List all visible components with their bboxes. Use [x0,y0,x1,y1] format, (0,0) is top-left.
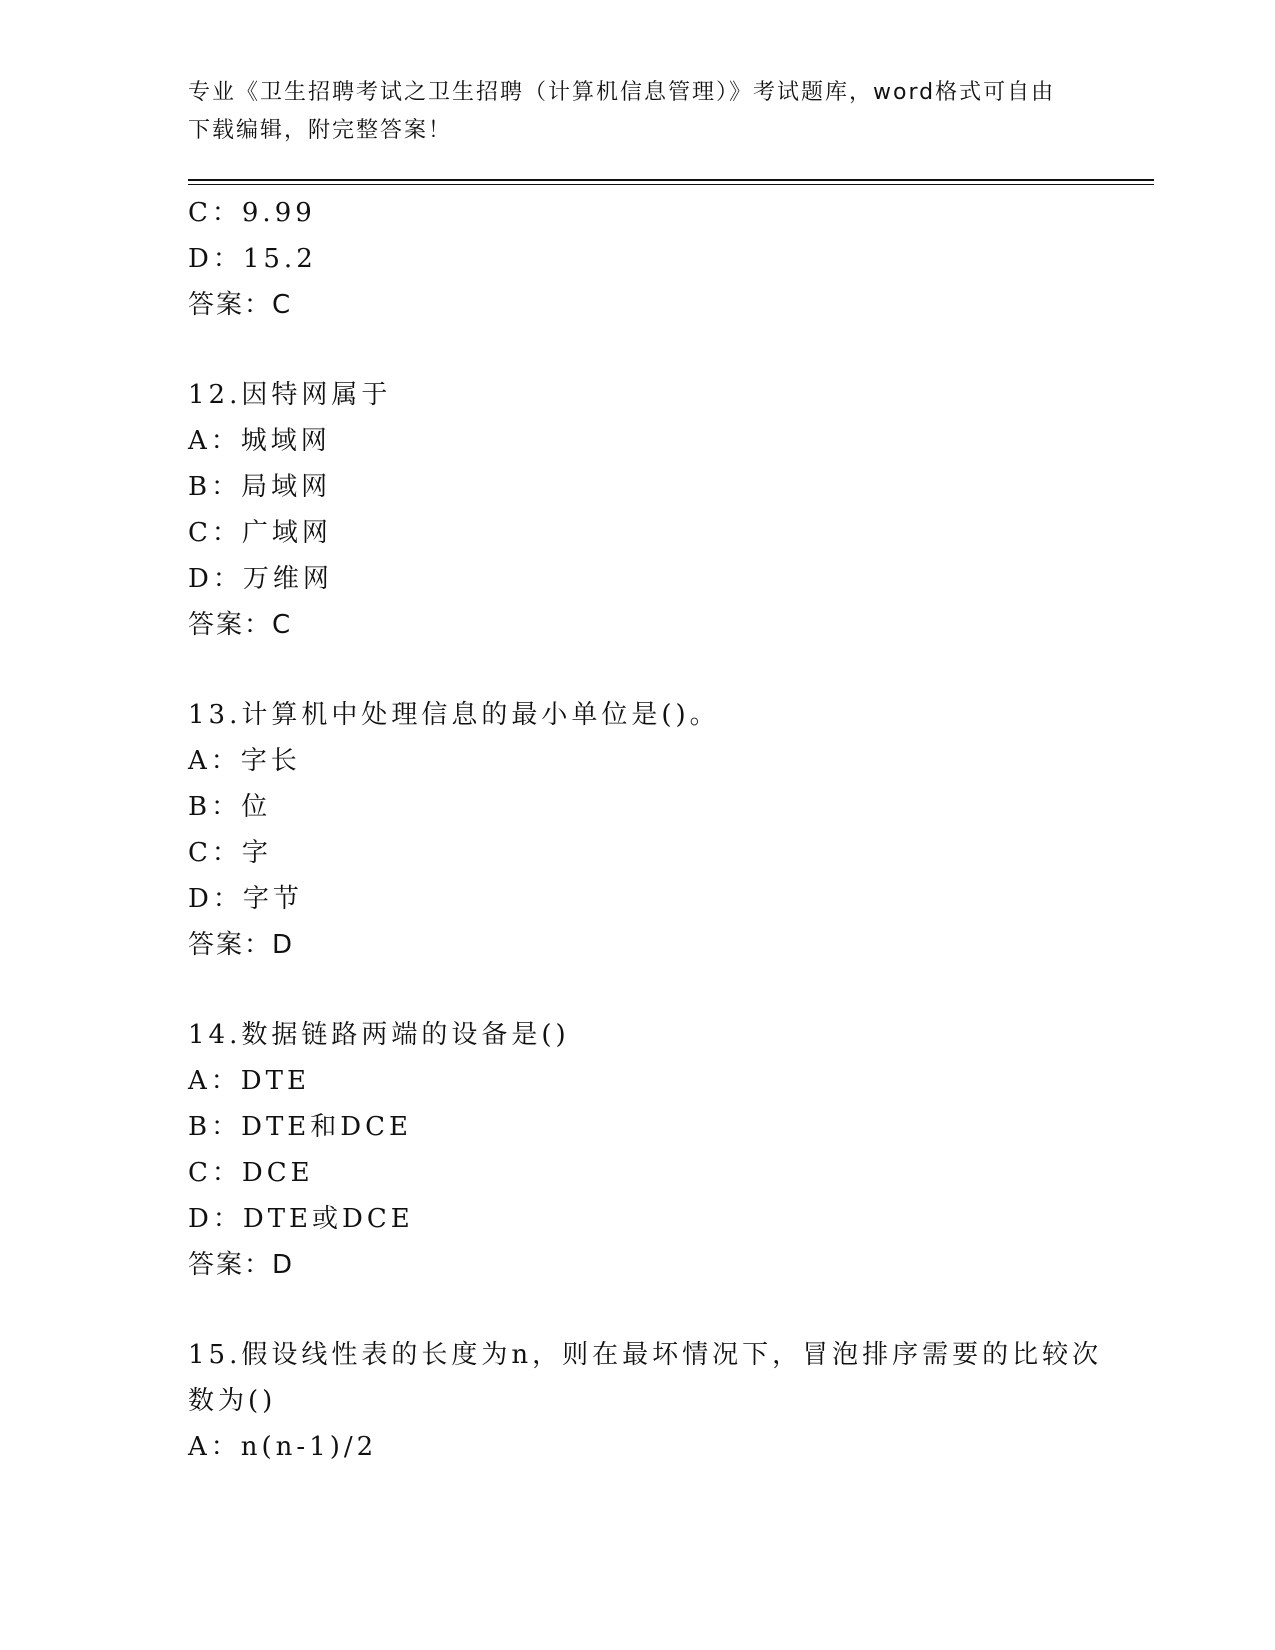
option-d: D：DTE或DCE [188,1204,414,1234]
answer-line: 答案：C [188,610,293,640]
header-rule-thin [188,184,1154,185]
question-list [188,190,1103,1470]
question-block-14 [188,1012,1078,1288]
question-text-line-1: 15.假设线性表的长度为n，则在最坏情况下，冒泡排序需要的比较次 [188,1340,1103,1370]
header-rule-thick [188,179,1154,181]
option-a: A：城域网 [188,426,331,456]
option-b: B：局域网 [188,472,332,502]
question-text: 12.因特网属于 [188,380,392,410]
option-a: A：DTE [188,1066,310,1096]
answer-line: 答案：C [188,290,293,320]
option-c: C：DCE [188,1158,314,1188]
answer-line: 答案：D [188,1250,295,1280]
option-d: D：15.2 [188,244,317,274]
option-c: C：9.99 [188,198,316,228]
option-b: B：DTE和DCE [188,1112,412,1142]
question-text: 14.数据链路两端的设备是() [188,1020,570,1050]
option-b: B：位 [188,792,272,822]
question-text-line-2: 数为() [188,1386,277,1416]
spacer [188,1288,1078,1332]
option-d: D：万维网 [188,564,333,594]
spacer [188,328,1078,372]
question-block-15 [188,1332,1103,1470]
option-a: A：字长 [188,746,301,776]
option-c: C：字 [188,838,272,868]
question-block-12 [188,372,1078,648]
option-a: A：n(n-1)/2 [188,1432,378,1462]
question-block-13 [188,692,1078,968]
spacer [188,648,1078,692]
spacer [188,968,1078,1012]
document-header: 专业《卫生招聘考试之卫生招聘（计算机信息管理）》考试题库，word格式可自由下载编辑，附完整答案！ [188,80,1056,143]
question-text: 13.计算机中处理信息的最小单位是()。 [188,700,720,730]
question-block-tail [188,190,1078,328]
answer-line: 答案：D [188,930,295,960]
option-c: C：广域网 [188,518,332,548]
option-d: D：字节 [188,884,303,914]
